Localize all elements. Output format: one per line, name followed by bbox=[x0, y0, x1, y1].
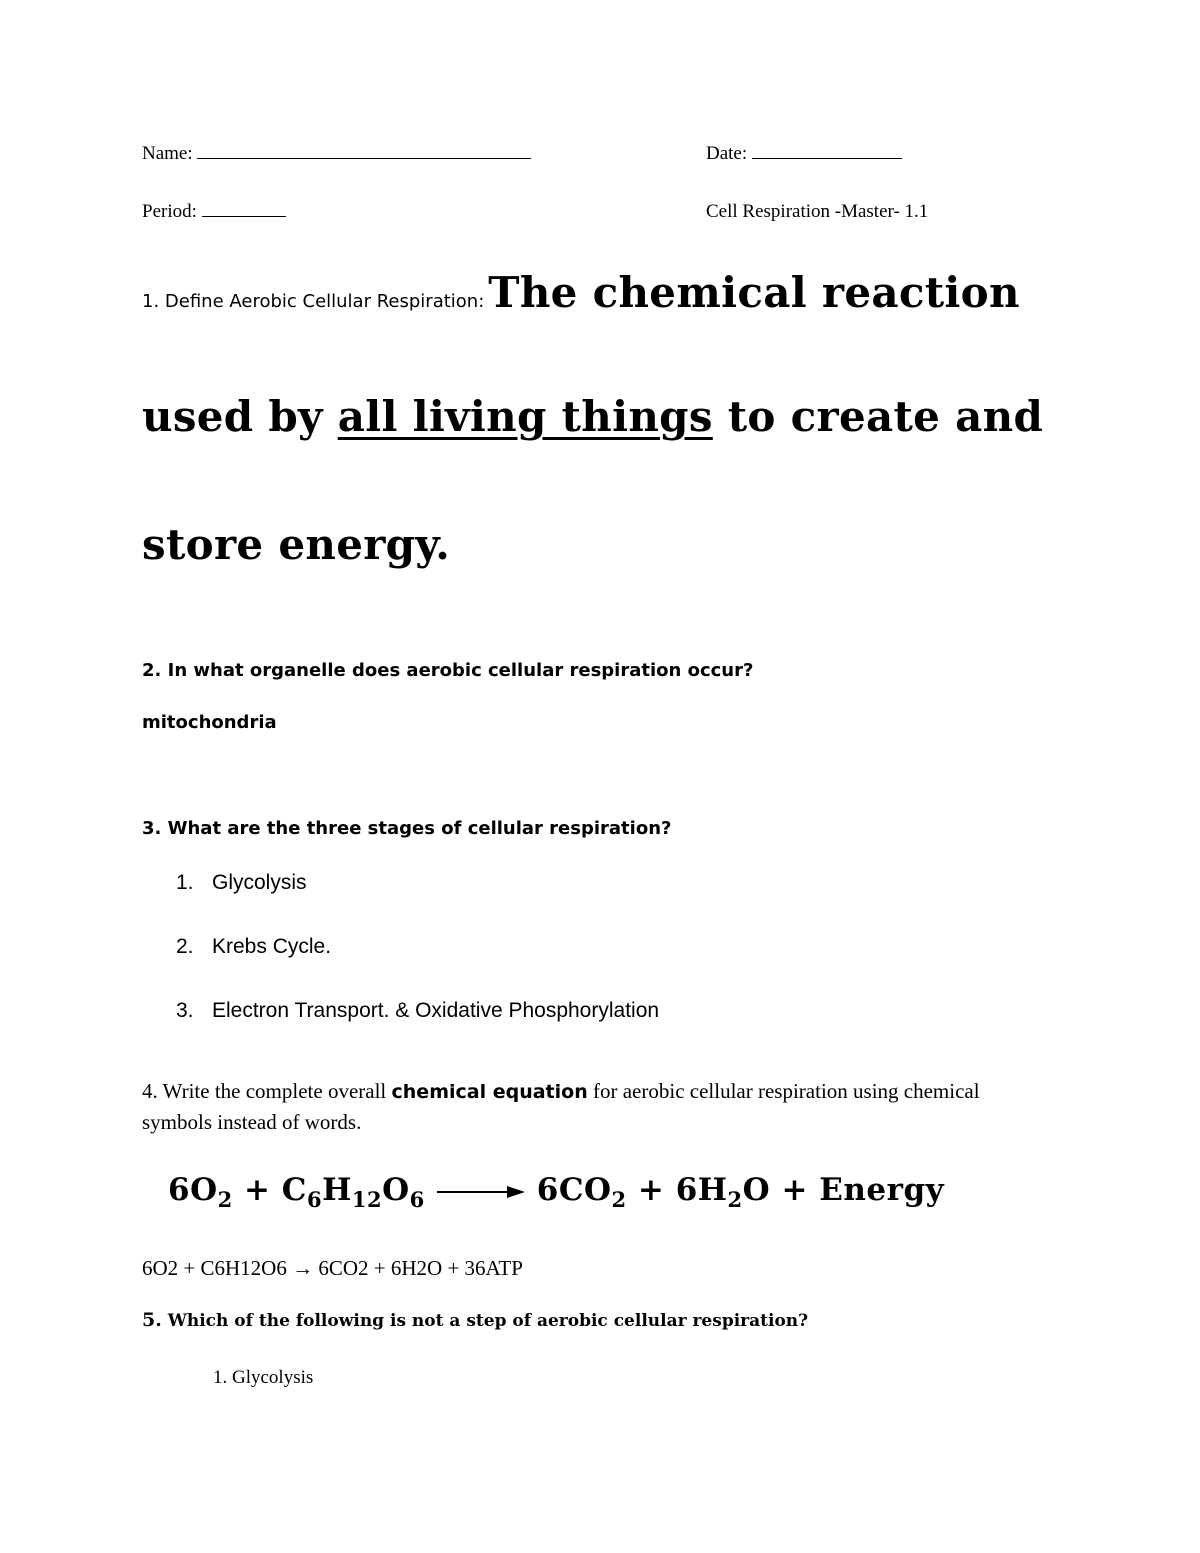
eq-plus: + bbox=[626, 1172, 676, 1208]
list-item bbox=[176, 935, 331, 959]
name-label: Name: bbox=[142, 143, 193, 164]
q1-answer-line3: store energy. bbox=[142, 520, 451, 569]
eq-term: 6O bbox=[168, 1172, 218, 1208]
worksheet-title: Cell Respiration -Master- 1.1 bbox=[706, 201, 929, 222]
reaction-arrow-icon bbox=[437, 1186, 525, 1198]
eq-term: 6CO bbox=[536, 1172, 612, 1208]
equation-image bbox=[168, 1172, 944, 1212]
q1-answer-line1: The chemical reaction bbox=[488, 268, 1020, 317]
eq-term: Energy bbox=[819, 1172, 945, 1208]
list-item-number: 1. bbox=[176, 871, 194, 894]
q4-prompt-line1 bbox=[142, 1079, 980, 1104]
q4-prompt-start: 4. Write the complete overall bbox=[142, 1079, 392, 1103]
eq-plus: + bbox=[770, 1172, 820, 1208]
list-item-number: 3. bbox=[176, 999, 194, 1022]
q3-prompt: 3. What are the three stages of cellular respiration? bbox=[142, 818, 672, 839]
q1-answer-underlined: all living things bbox=[337, 392, 713, 441]
eq-term: C bbox=[281, 1172, 307, 1208]
list-item-number: 2. bbox=[176, 935, 194, 958]
q1-answer-text: used by bbox=[142, 392, 338, 441]
eq-subscript: 2 bbox=[611, 1187, 627, 1212]
list-item-text: Krebs Cycle. bbox=[212, 935, 332, 958]
eq-subscript: 2 bbox=[727, 1187, 743, 1212]
period-blank[interactable] bbox=[202, 216, 286, 217]
date-field bbox=[706, 143, 902, 165]
q4-prompt-end: for aerobic cellular respiration using chemical bbox=[587, 1079, 980, 1103]
list-item bbox=[176, 999, 659, 1023]
q4-equation-text: 6O2 + C6H12O6 → 6CO2 + 6H2O + 36ATP bbox=[142, 1256, 523, 1280]
eq-term: 6H bbox=[675, 1172, 728, 1208]
eq-subscript: 12 bbox=[351, 1187, 383, 1212]
eq-term: O bbox=[382, 1172, 410, 1208]
period-label: Period: bbox=[142, 201, 197, 222]
eq-term: O bbox=[742, 1172, 771, 1208]
list-item-text: Glycolysis bbox=[212, 871, 307, 894]
q5-number: 5. bbox=[142, 1309, 162, 1331]
q1-answer-line2 bbox=[142, 392, 1043, 441]
list-item bbox=[176, 871, 307, 895]
q4-prompt-bold: chemical equation bbox=[391, 1081, 588, 1103]
date-label: Date: bbox=[706, 143, 748, 164]
name-blank[interactable] bbox=[197, 158, 531, 159]
q1-prompt: 1. Define Aerobic Cellular Respiration: bbox=[142, 291, 485, 312]
q1-line1 bbox=[142, 268, 1020, 317]
date-blank[interactable] bbox=[752, 158, 902, 159]
eq-subscript: 6 bbox=[409, 1187, 425, 1212]
eq-subscript: 6 bbox=[306, 1187, 323, 1212]
eq-subscript: 2 bbox=[217, 1187, 233, 1212]
q2-prompt: 2. In what organelle does aerobic cellular respiration occur? bbox=[142, 660, 754, 681]
eq-term: H bbox=[322, 1172, 352, 1208]
q4-prompt-line2: symbols instead of words. bbox=[142, 1110, 362, 1134]
q5-prompt-text: Which of the following is not a step of aerobic cellular respiration? bbox=[161, 1311, 809, 1331]
q5-option: 1. Glycolysis bbox=[213, 1367, 314, 1388]
list-item-text: Electron Transport. & Oxidative Phosphorylation bbox=[212, 999, 660, 1022]
q1-answer-text-end: to create and bbox=[712, 392, 1044, 441]
q5-prompt bbox=[142, 1309, 808, 1331]
eq-plus: + bbox=[232, 1172, 282, 1208]
q2-answer: mitochondria bbox=[142, 712, 277, 733]
name-field bbox=[142, 143, 531, 165]
period-field bbox=[142, 201, 286, 223]
